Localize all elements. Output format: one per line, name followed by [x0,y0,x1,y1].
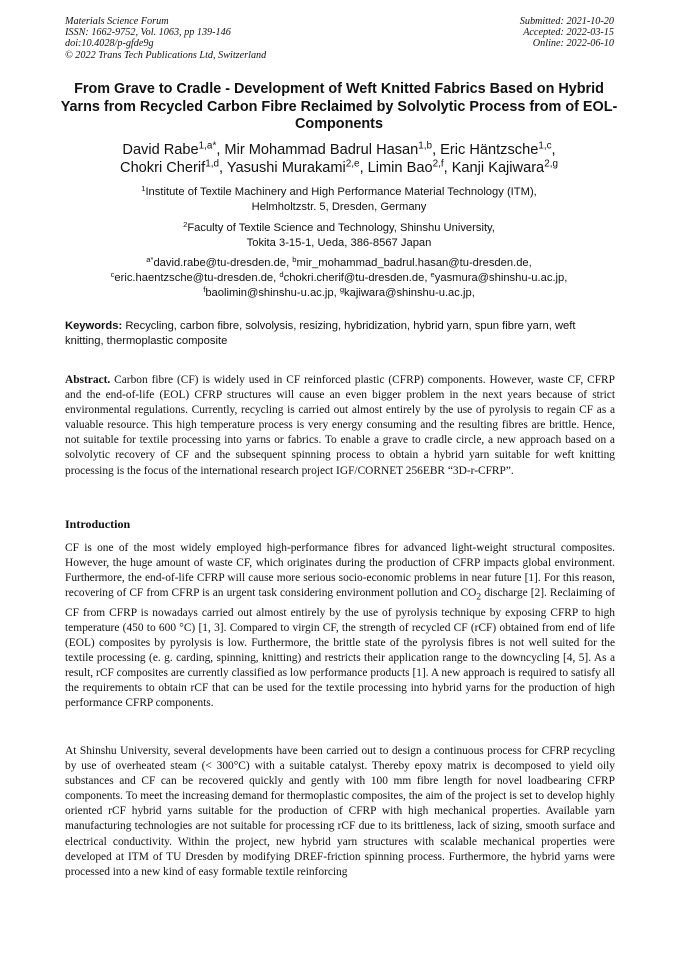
email: eric.haentzsche@tu-dresden.de [114,271,274,284]
author-sup: 1,b [418,140,433,152]
affiliation-line: Faculty of Textile Science and Technology, Shinshu University, [187,222,495,234]
email-sup: b [292,254,297,264]
author-name: Kanji Kajiwara [451,159,545,176]
intro-paragraph-2: At Shinshu University, several developments have been carried out to design a continuous process for CFRP recycling by use of overheated steam (< 300°C) with a suitable catalyst. Thereby epoxy matrix is decomposed to yield oily substances and CF can be recovered quickly and gently with 100 mm fibre length for novel loadbearing CFRP components. To meet the increasing demand for thermoplastic composites, the aim of the project is set to develop highly oriented rCF hybrid yarns suitable for the production of CFRP with high mechanical properties. Available yarn manufacturing technologies are not suitable for processing rCF due to its brittleness, lack of sizing, smooth surface and electrical conductivity. Within the project, new hybrid yarn structures with scalable mechanical properties were developed at ITM of TU Dresden by modifying DREF-friction spinning process. Furthermore, the hybrid yarns were processed into a new kind of easy formable textile reinforcing [65,745,615,878]
author-sup: 1,c [538,140,552,152]
journal-name: Materials Science Forum [65,16,169,27]
author-name: Limin Bao [367,159,433,176]
affiliation-1 [58,185,620,215]
author-sup: 2,f [432,158,444,170]
keywords-label: Keywords: [65,320,123,332]
intro-p1-text-a: CF is one of the most widely employed high-performance fibres for advanced light-weight structural composites. However, the huge amount of waste CF, which originates during the production of CFRP impacts global environment. Furthermore, the end-of-life CFRP will cause more serious socio-economic problems in near future [1]. For this reason, recovering of CF from CFRP is an urgent task considering environment pollution and CO [65,542,615,600]
intro-p1-text-b: discharge [2]. Reclaiming of CF from CFRP is nowadays carried out almost entirely by the use of pyrolysis technique by exposing CFRP to high temperature (450 to 600 °C) [1, 3]. Compared to virgin CF, the strength of recycled CF (rCF) obtained from end of life (EOL) composites by pyrolysis is low. Furthermore, the brittle state of the pyrolysis fibres is not well suited for the textile processing (e. g. carding, spinning, knitting) and restricts their application range to the downcycling [4, 5]. As a result, rCF composites are currently classified as low performance products [1]. A new approach is required to satisfy all the requirements to obtain rCF that can be used for the textile processing into hybrid yarns for the production of high performance CFRP components. [65,587,615,710]
intro-paragraph-1 [65,541,615,711]
email: yasmura@shinshu-u.ac.jp [434,271,565,284]
email: mir_mohammad_badrul.hasan@tu-dresden.de [296,257,529,269]
section-heading-introduction: Introduction [65,517,131,531]
author-name: Mir Mohammad Badrul Hasan [224,142,419,158]
author-list: David Rabe$^{1,a*}$, Mir Mohammad Badrul Hasan$^{1,b}$, Eric Häntzsche$^{1,c}$, Chokri Cherif$^{1,d}$, Yasushi Murakami$^{2,e}$, Limin Bao$^{2,f}$, Kanji Kajiwara$^{2,g}$ [120,140,558,176]
abstract-label: Abstract. [65,374,111,386]
email: baolimin@shinshu-u.ac.jp [205,286,334,299]
online-date: Online: 2022-06-10 [532,38,614,50]
email-sup: f [203,284,206,294]
author-sup: 1,d [205,158,219,170]
affiliation-line: Helmholtzstr. 5, Dresden, Germany [251,200,427,213]
email-sup: d [279,269,284,279]
doi: doi:10.4028/p-gfde9g [65,38,154,50]
affiliation-line: Tokita 3-15-1, Ueda, 386-8567 Japan [246,236,432,249]
email-sup: c [110,269,115,279]
copyright: © 2022 Trans Tech Publications Ltd, Switzerland [65,49,267,61]
journal-header-right [520,16,614,50]
email-list: $^{a*}$david.rabe@tu-dresden.de, $^b$mir_mohammad_badrul.hasan@tu-dresden.de, $^c$eric.haentzsche@tu-dresden.de, $^d$chokri.cherif@tu-dresden.de, $^e$yasmura@shinshu-u.ac.jp, $^f$baolimin@shinshu-u.ac.jp, $^g$kajiwara@shinshu-u.ac.jp, [110,254,568,299]
author-sup: 2,e [345,158,360,170]
affiliation-2 [58,221,620,251]
email: david.rabe@tu-dresden.de [153,257,287,269]
author-name: Eric Häntzsche [440,142,539,158]
journal-header-left [65,16,266,61]
issn: ISSN: 1662-9752, Vol. 1063, pp 139-146 [65,27,231,39]
paper-title: From Grave to Cradle - Development of Weft Knitted Fabrics Based on Hybrid Yarns from Recycled Carbon Fibre Reclaimed by Solvolytic Process from of EOL-Components [60,81,618,133]
affiliation-sup: 2 [183,219,188,229]
email: chokri.cherif@tu-dresden.de [283,271,425,284]
submitted-date: Submitted: 2021-10-20 [519,16,614,27]
author-name: Yasushi Murakami [226,159,346,176]
email-sup: g [339,284,345,294]
author-sup: 2,g [544,158,558,170]
author-sup: 1,a* [198,140,217,152]
affiliation-sup: 1 [141,183,146,193]
email-sup: e [430,269,435,279]
email-sup: a* [146,254,154,264]
abstract-text: Carbon fibre (CF) is widely used in CF reinforced plastic (CFRP) components. However, waste CF, CFRP and the end-of-life (EOL) CFRP structures will cause an even bigger problem in the next years because of strict environmental regulations. Currently, recycling is carried out almost entirely by the use of pyrolysis to regain CF as a valuable resource. This high temperature process is very energy consuming and the resulting fibres are brittle. Hence, not suitable for textile processing into yarns or fabrics. To enable a grave to cradle circle, a new approach based on a solvolytic recovery of CF and the subsequent spinning process to obtain a hybrid yarn suitable for weft knitting processing is the focus of the international research project IGF/CORNET 256EBR “3D-r-CFRP”. [65,374,615,477]
abstract [65,373,615,479]
author-name: Chokri Cherif [120,159,206,176]
accepted-date: Accepted: 2022-03-15 [523,27,614,39]
author-name: David Rabe [122,142,199,158]
affiliation-line: Institute of Textile Machinery and High Performance Material Technology (ITM), [145,186,537,198]
keywords-text: Recycling, carbon fibre, solvolysis, resizing, hybridization, hybrid yarn, spun fibre yarn, weft knitting, thermoplastic composite [65,320,576,347]
co2-subscript: 2 [476,592,482,603]
keywords [65,319,615,348]
email: kajiwara@shinshu-u.ac.jp [344,286,472,299]
